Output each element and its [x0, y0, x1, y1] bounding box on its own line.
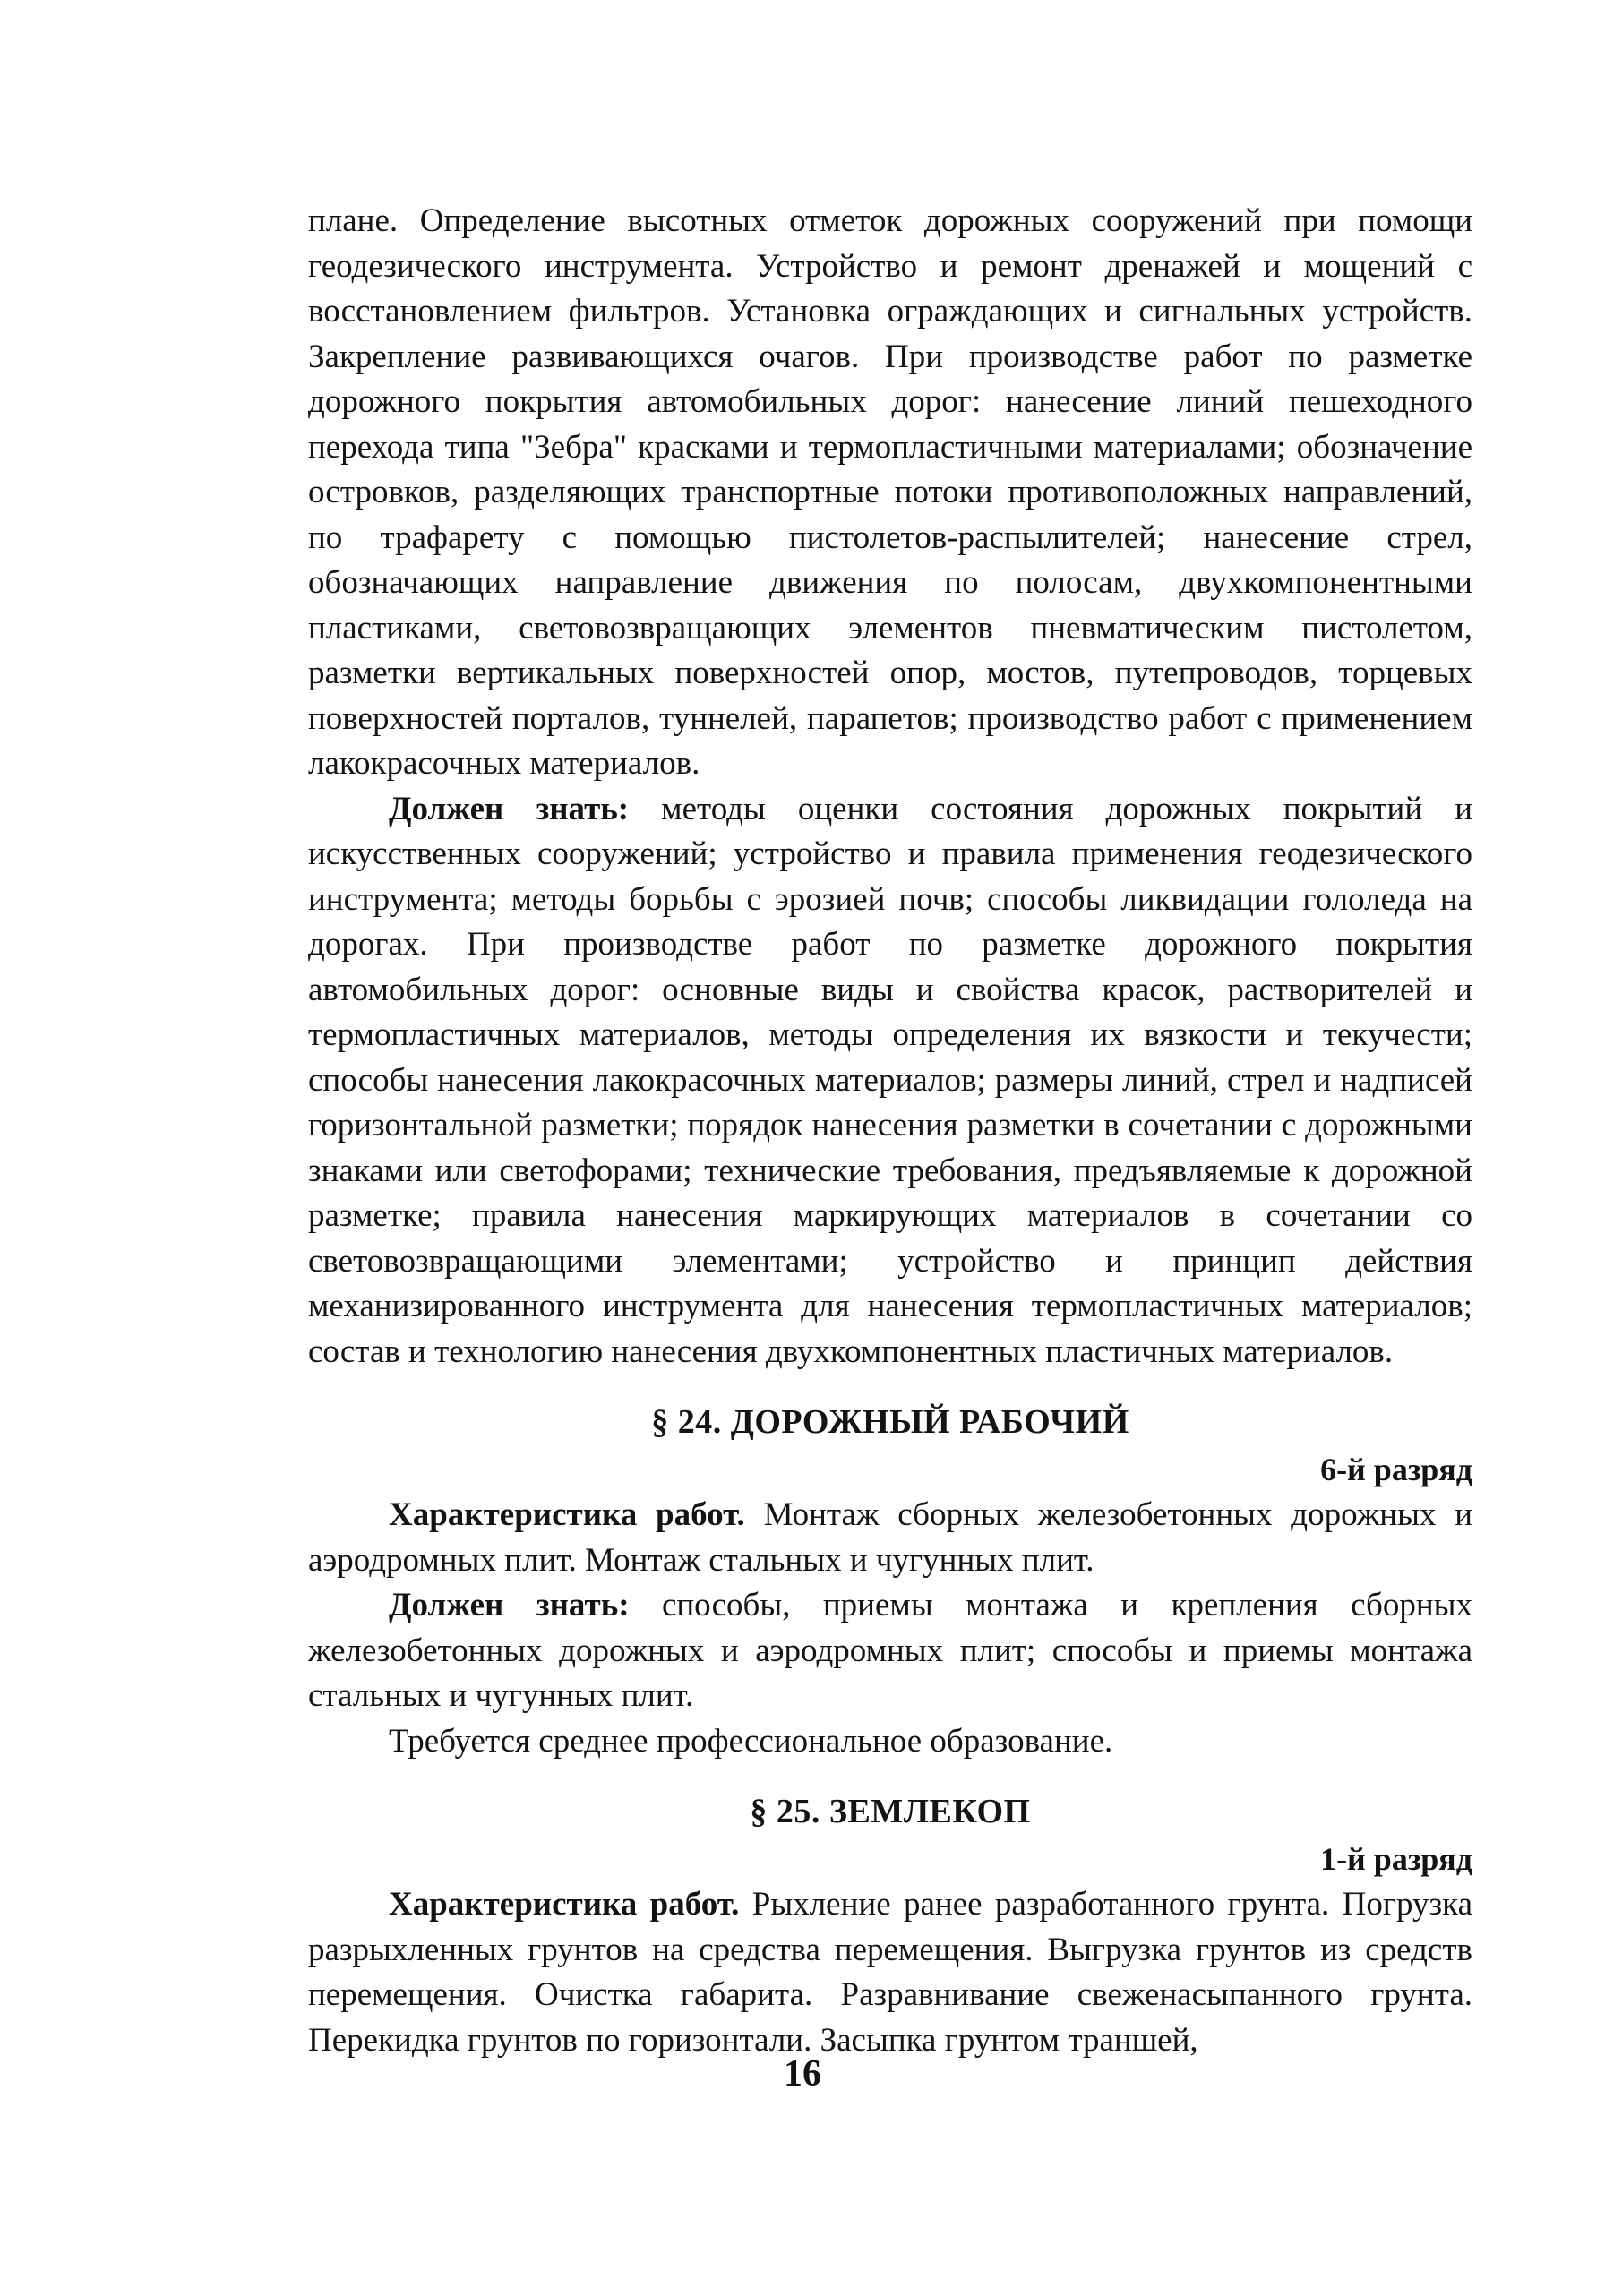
must-know-text: методы оценки состояния дорожных покрытий и искусственных сооружений; устройство и правила применения геодезического инструмента; методы борьбы с эрозией почв; способы ликвидации гололеда на дорогах. При производстве работ по разметке дорожного покрытия автомобильных дорог: основные виды и свойства красок, растворителей и термопластичных материалов, методы определения их вязкости и текучести; способы нанесения лакокрасочных материалов; размеры линий, стрел и надписей горизонтальной разметки; порядок нанесения разметки в сочетании с дорожными знаками или светофорами; технические требования, предъявляемые к дорожной разметке; правила нанесения маркирующих материалов в сочетании со световозвращающими элементами; устройство и принцип действия механизированного инструмента для нанесения термопластичных материалов; состав и технологию нанесения двухкомпонентных пластичных материалов.: [308, 790, 1472, 1370]
section-25-characteristics: [308, 1882, 1472, 2063]
section-25-title: § 25. ЗЕМЛЕКОП: [750, 1793, 1031, 1830]
section-25-grade: 1-й разряд: [1320, 1841, 1472, 1877]
must-know-label: Должен знать:: [389, 790, 630, 827]
section-24-must-know: [308, 1583, 1472, 1719]
characteristics-text: Монтаж сборных железобетонных дорожных и аэродромных плит. Монтаж стальных и чугунных плит.: [308, 1496, 1473, 1579]
page-number: 16: [784, 2053, 821, 2095]
paragraph-must-know: [308, 787, 1472, 1375]
section-24-characteristics: [308, 1493, 1472, 1583]
characteristics-text: Рыхление ранее разработанного грунта. Погрузка разрыхленных грунтов на средства перемещения. Выгрузка грунтов из средств перемещения. Очистка габарита. Разравнивание свеженасыпанного грунта. Перекидка грунтов по горизонтали. Засыпка грунтом траншей,: [308, 1886, 1472, 2059]
section-24-title: § 24. ДОРОЖНЫЙ РАБОЧИЙ: [651, 1403, 1129, 1441]
characteristics-label: Характеристика работ.: [389, 1496, 745, 1533]
section-24-grade: 6-й разряд: [1320, 1452, 1472, 1487]
paragraph-continuation: плане. Определение высотных отметок дорожных сооружений при помощи геодезического инструмента. Устройство и ремонт дренажей и мощений с восстановлением фильтров. Установка ограждающих и сигнальных устройств. Закрепление развивающихся очагов. При производстве работ по разметке дорожного покрытия автомобильных дорог: нанесение линий пешеходного перехода типа "Зебра" красками и термопластичными материалами; обозначение островков, разделяющих транспортные потоки противоположных направлений, по трафарету с помощью пистолетов-распылителей; нанесение стрел, обозначающих направление движения по полосам, двухкомпонентными пластиками, световозвращающих элементов пневматическим пистолетом, разметки вертикальных поверхностей опор, мостов, путепроводов, торцевых поверхностей порталов, туннелей, парапетов; производство работ с применением лакокрасочных материалов.: [308, 202, 1472, 782]
section-24-education: Требуется среднее профессиональное образование.: [389, 1722, 1113, 1760]
characteristics-label: Характеристика работ.: [389, 1886, 740, 1923]
document-page: [308, 199, 1472, 2063]
must-know-text: способы, приемы монтажа и крепления сборных железобетонных дорожных и аэродромных плит; способы и приемы монтажа стальных и чугунных плит.: [308, 1587, 1472, 1714]
must-know-label: Должен знать:: [389, 1587, 630, 1623]
